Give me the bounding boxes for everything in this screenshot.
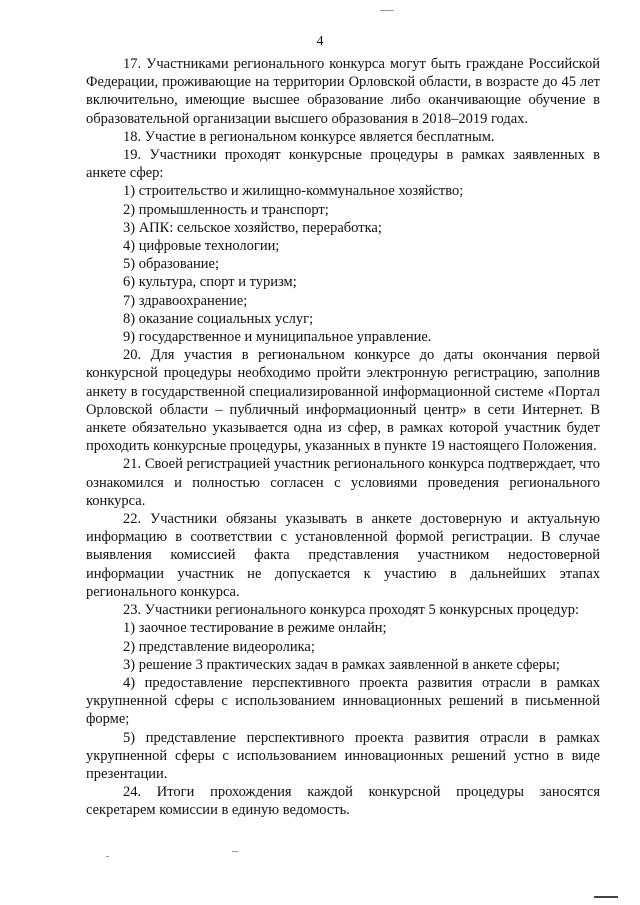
paragraph-24: 24. Итоги прохождения каждой конкурсной процедуры заносятся секретарем комиссии в единую ведомость.	[86, 784, 600, 819]
page-number: 4	[316, 34, 324, 49]
list-item-procedure-3: 3) решение 3 практических задач в рамках заявленной в анкете сферы;	[123, 656, 560, 673]
list-item-sphere-2: 2) промышленность и транспорт;	[123, 201, 329, 218]
list-item-procedure-4: 4) предоставление перспективного проекта развития отрасли в рамках укрупненной сферы с использованием инновационных решений в письменной форме;	[86, 674, 600, 728]
body-text	[86, 55, 600, 820]
paragraph-20: 20. Для участия в региональном конкурсе до даты окончания первой конкурсной процедуры необходимо пройти электронную регистрацию, заполнив анкету в государственной специализированной информационной системе «Портал Орловской области – публичный информационный центр» в сети Интернет. В анкете обязательно указывается одна из сфер, в рамках которой участник будет проходить конкурсные процедуры, указанных в пункте 19 настоящего Положения.	[86, 347, 600, 455]
scan-artifact	[380, 10, 394, 11]
list-item-sphere-3: 3) АПК: сельское хозяйство, переработка;	[123, 219, 382, 236]
list-item-sphere-4: 4) цифровые технологии;	[123, 238, 280, 255]
list-item-sphere-9: 9) государственное и муниципальное управление.	[123, 329, 432, 346]
list-item-procedure-2: 2) представление видеоролика;	[123, 638, 315, 655]
list-item-sphere-6: 6) культура, спорт и туризм;	[123, 274, 297, 291]
paragraph-23: 23. Участники регионального конкурса проходят 5 конкурсных процедур:	[123, 602, 580, 619]
paragraph-18: 18. Участие в региональном конкурсе является бесплатным.	[123, 128, 495, 145]
paragraph-21: 21. Своей регистрацией участник регионального конкурса подтверждает, что ознакомился и полностью согласен с условиями проведения регионального конкурса.	[86, 456, 600, 509]
scan-artifact	[594, 896, 618, 898]
list-item-sphere-1: 1) строительство и жилищно-коммунальное хозяйство;	[123, 183, 464, 200]
list-item-procedure-1: 1) заочное тестирование в режиме онлайн;	[123, 620, 387, 637]
list-item-procedure-5: 5) представление перспективного проекта развития отрасли в рамках укрупненной сферы с использованием инновационных решений устно в виде презентации.	[86, 729, 600, 782]
scan-artifact	[106, 856, 109, 857]
list-item-sphere-5: 5) образование;	[123, 256, 219, 273]
paragraph-19: 19. Участники проходят конкурсные процедуры в рамках заявленных в анкете сфер:	[86, 147, 600, 182]
list-item-sphere-8: 8) оказание социальных услуг;	[123, 310, 314, 327]
paragraph-17: 17. Участниками регионального конкурса могут быть граждане Российской Федерации, проживающие на территории Орловской области, в возрасте до 45 лет включительно, имеющие высшее образование либо оканчивающие обучение в образовательной организации высшего образования в 2018–2019 годах.	[86, 56, 600, 127]
scan-artifact	[232, 851, 238, 852]
paragraph-22: 22. Участники обязаны указывать в анкете достоверную и актуальную информацию в соответствии с установленной формой регистрации. В случае выявления комиссией факта представления участником недостоверной информации участник не допускается к участию в дальнейших этапах регионального конкурса.	[86, 511, 600, 600]
list-item-sphere-7: 7) здравоохранение;	[123, 292, 248, 309]
